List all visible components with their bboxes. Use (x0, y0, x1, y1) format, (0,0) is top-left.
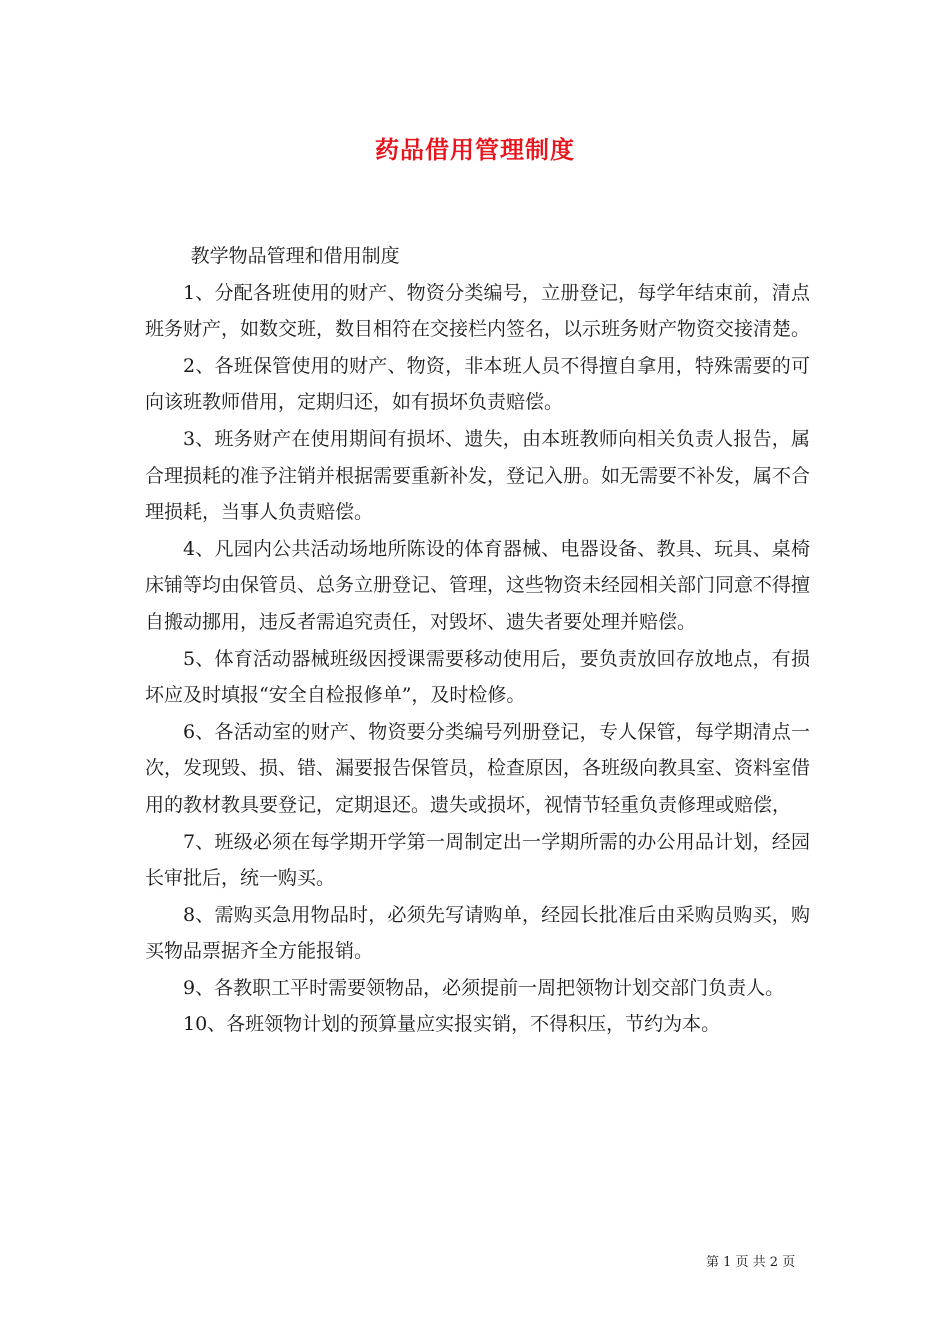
rule-paragraph-9: 9、各教职工平时需要领物品，必须提前一周把领物计划交部门负责人。 (183, 976, 785, 999)
rule-paragraph-8: 8、需购买急用物品时，必须先写请购单，经园长批准后由采购员购买，购买物品票据齐全方能报销。 (145, 903, 810, 963)
rule-paragraph-1: 1、分配各班使用的财产、物资分类编号，立册登记，每学年结束前，清点班务财产，如数交班，数目相符在交接栏内签名，以示班务财产物资交接清楚。 (145, 281, 811, 341)
document-title: 药品借用管理制度 (375, 135, 575, 164)
rule-paragraph-3: 3、班务财产在使用期间有损坏、遗失，由本班教师向相关负责人报告，属合理损耗的准予注销并根据需要重新补发，登记入册。如无需要不补发，属不合理损耗，当事人负责赔偿。 (145, 427, 811, 524)
rule-paragraph-10: 10、各班领物计划的预算量应实报实销，不得积压，节约为本。 (183, 1013, 721, 1036)
rule-paragraph-4: 4、凡园内公共活动场地所陈设的体育器械、电器设备、教具、玩具、桌椅床铺等均由保管员、总务立册登记、管理，这些物资未经园相关部门同意不得擅自搬动挪用，违反者需追究责任，对毁坏、遗失者要处理并赔偿。 (145, 537, 811, 633)
rule-paragraph-5: 5、体育活动器械班级因授课需要移动使用后，要负责放回存放地点，有损坏应及时填报“安全自检报修单”，及时检修。 (145, 647, 810, 707)
page-number-indicator: 第 1 页 共 2 页 (706, 1255, 796, 1270)
rule-paragraph-2: 2、各班保管使用的财产、物资，非本班人员不得擅自拿用，特殊需要的可向该班教师借用，定期归还，如有损坏负责赔偿。 (145, 354, 810, 414)
rule-paragraph-6: 6、各活动室的财产、物资要分类编号列册登记，专人保管，每学期清点一次，发现毁、损、错、漏要报告保管员，检查原因，各班级向教具室、资料室借用的教材教具要登记，定期退还。遗失或损坏，视情节轻重负责修理或赔偿， (145, 720, 811, 816)
document-body (145, 238, 810, 1043)
rule-paragraph-7: 7、班级必须在每学期开学第一周制定出一学期所需的办公用品计划，经园长审批后，统一购买。 (145, 830, 810, 890)
section-subheading: 教学物品管理和借用制度 (190, 245, 400, 267)
